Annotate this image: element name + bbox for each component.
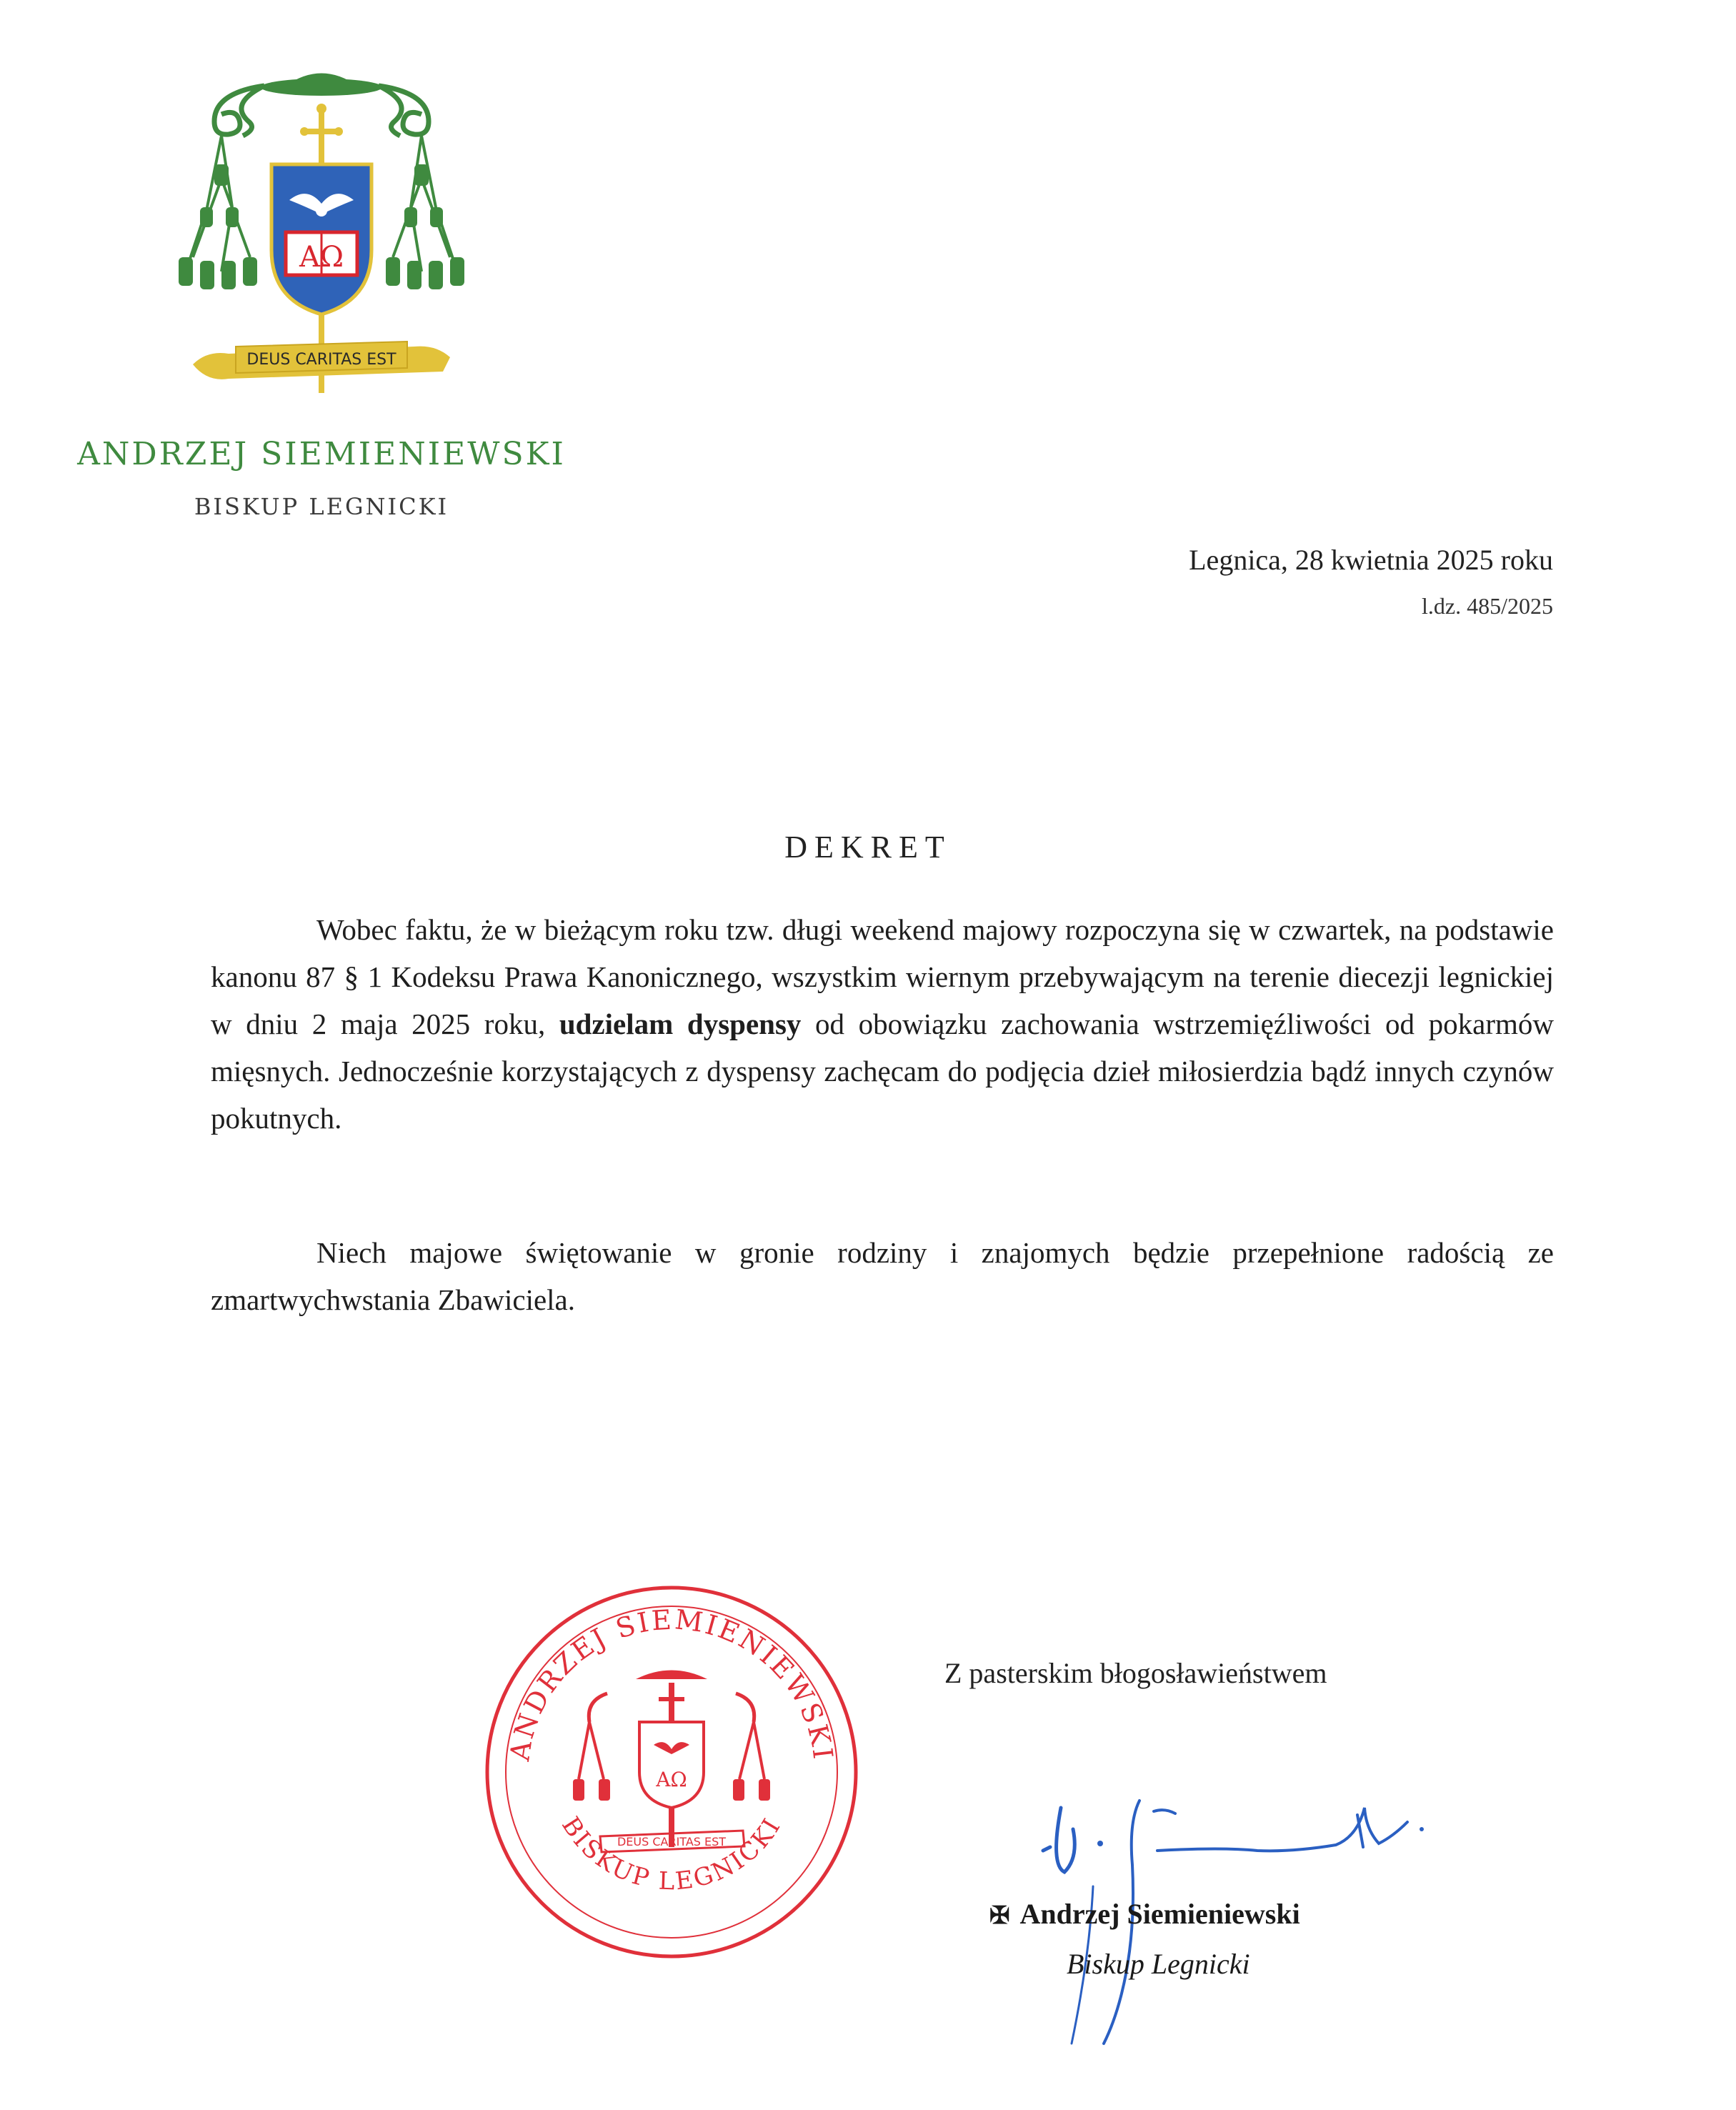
paragraph-1-text-a: Wobec faktu, że w bieżącym roku tzw. długi weekend majowy rozpoczyna się w czwartek, na podstawie kanonu 87 § 1 Kodeksu Prawa Kanonicznego, wszystkim wiernym przebywającym na terenie diecezji legnickiej w dniu 2 maja 2025 roku, [211,913,1554,1040]
paragraph-1-text-b: od obowiązku zachowania wstrzemięźliwości od pokarmów mięsnych. Jednocześnie korzystających z dyspensy zachęcam do podjęcia dzieł miłosierdzia bądź innych czynów pokutnych. [211,1007,1554,1135]
bishop-name: ANDRZEJ SIEMIENIEWSKI [77,436,566,472]
decree-paragraph-2: Niech majowe świętowanie w gronie rodziny i znajomych będzie przepełnione radością ze zmartwychwstania Zbawiciela. [211,1236,1554,1316]
decree-paragraph-1 [211,906,1554,1142]
signer-name-text: Andrzej Siemieniewski [1019,1898,1300,1930]
motto-text: DEUS CARITAS EST [246,351,396,369]
official-seal [479,1579,864,1965]
seal-top-text: ANDRZEJ SIEMIENIEWSKI [504,1603,839,1763]
seal-bottom-text: BISKUP LEGNICKI [556,1811,787,1896]
bishop-title: BISKUP LEGNICKI [194,493,449,520]
coat-of-arms [164,64,479,400]
reference-number: l.dz. 485/2025 [1422,593,1553,619]
document-title: DEKRET [784,830,952,865]
signer-title: Biskup Legnicki [1067,1948,1250,1980]
shield-letters: AΩ [299,241,344,274]
paragraph-1-bold: udzielam dyspensy [559,1007,802,1040]
signer-name [989,1897,1300,1931]
closing-greeting: Z pasterskim błogosławieństwem [944,1657,1327,1689]
seal-motto: DEUS CARITAS EST [617,1835,727,1848]
cross-icon: ✠ [989,1903,1010,1929]
date-line: Legnica, 28 kwietnia 2025 roku [1189,544,1553,576]
seal-letters: AΩ [656,1768,687,1791]
